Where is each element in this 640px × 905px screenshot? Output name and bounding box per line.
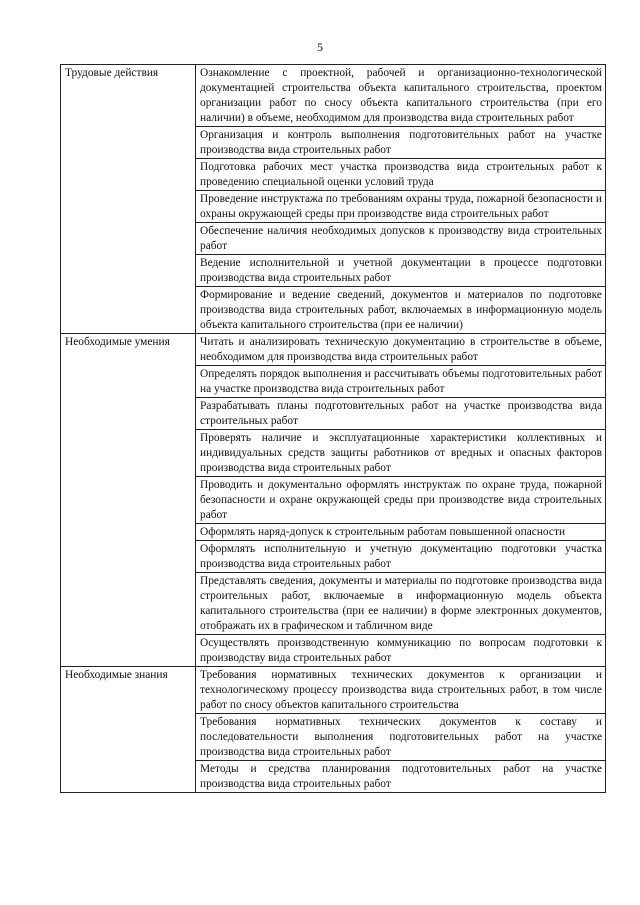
section-item: Проведение инструктажа по требованиям охраны труда, пожарной безопасности и охраны окружающей среды при производстве вида строительных работ [196, 191, 606, 223]
table-row [61, 65, 606, 127]
section-item: Подготовка рабочих мест участка производства вида строительных работ к проведению специальной оценки условий труда [196, 159, 606, 191]
page-number: 5 [317, 40, 323, 54]
section-label: Необходимые умения [61, 334, 196, 667]
section-item: Осуществлять производственную коммуникацию по вопросам подготовки к производству вида строительных работ [196, 635, 606, 667]
section-item: Требования нормативных технических документов к организации и технологическому процессу производства вида строительных работ, в том числе работ по сносу объектов капитального строительства [196, 667, 606, 714]
section-item: Разрабатывать планы подготовительных работ на участке производства вида строительных работ [196, 398, 606, 430]
section-item: Ознакомление с проектной, рабочей и организационно-технологической документацией строительства объекта капитального строительства, проектом организации работ по сносу объекта капитального строительства (при его наличии) в объеме, необходимом для производства вида строительных работ [196, 65, 606, 127]
section-item: Требования нормативных технических документов к составу и последовательности выполнения подготовительных работ на участке производства вида строительных работ [196, 714, 606, 761]
section-item: Оформлять наряд-допуск к строительным работам повышенной опасности [196, 524, 606, 541]
table-row [61, 334, 606, 366]
section-item: Оформлять исполнительную и учетную документацию подготовки участка производства вида строительных работ [196, 541, 606, 573]
table-row [61, 667, 606, 714]
section-item: Формирование и ведение сведений, документов и материалов по подготовке производства вида строительных работ, включаемых в информационную модель объекта капитального строительства (при ее наличии) [196, 287, 606, 334]
section-item: Определять порядок выполнения и рассчитывать объемы подготовительных работ на участке производства вида строительных работ [196, 366, 606, 398]
section-item: Представлять сведения, документы и материалы по подготовке производства вида строительных работ, включаемые в информационную модель объекта капитального строительства (при ее наличии) в форме электронных документов, отображать их в графическом и табличном виде [196, 573, 606, 635]
section-item: Проводить и документально оформлять инструктаж по охране труда, пожарной безопасности и охране окружающей среды при производстве вида строительных работ [196, 477, 606, 524]
competency-table [60, 64, 606, 793]
section-item: Читать и анализировать техническую документацию в строительстве в объеме, необходимом для производства вида строительных работ [196, 334, 606, 366]
section-label: Трудовые действия [61, 65, 196, 334]
competency-table-body [61, 65, 606, 793]
section-item: Обеспечение наличия необходимых допусков к производству вида строительных работ [196, 223, 606, 255]
section-item: Методы и средства планирования подготовительных работ на участке производства вида строительных работ [196, 761, 606, 793]
section-item: Организация и контроль выполнения подготовительных работ на участке производства вида строительных работ [196, 127, 606, 159]
section-label: Необходимые знания [61, 667, 196, 793]
section-item: Проверять наличие и эксплуатационные характеристики коллективных и индивидуальных средств защиты работников от вредных и опасных факторов производства вида строительных работ [196, 430, 606, 477]
section-item: Ведение исполнительной и учетной документации в процессе подготовки производства вида строительных работ [196, 255, 606, 287]
